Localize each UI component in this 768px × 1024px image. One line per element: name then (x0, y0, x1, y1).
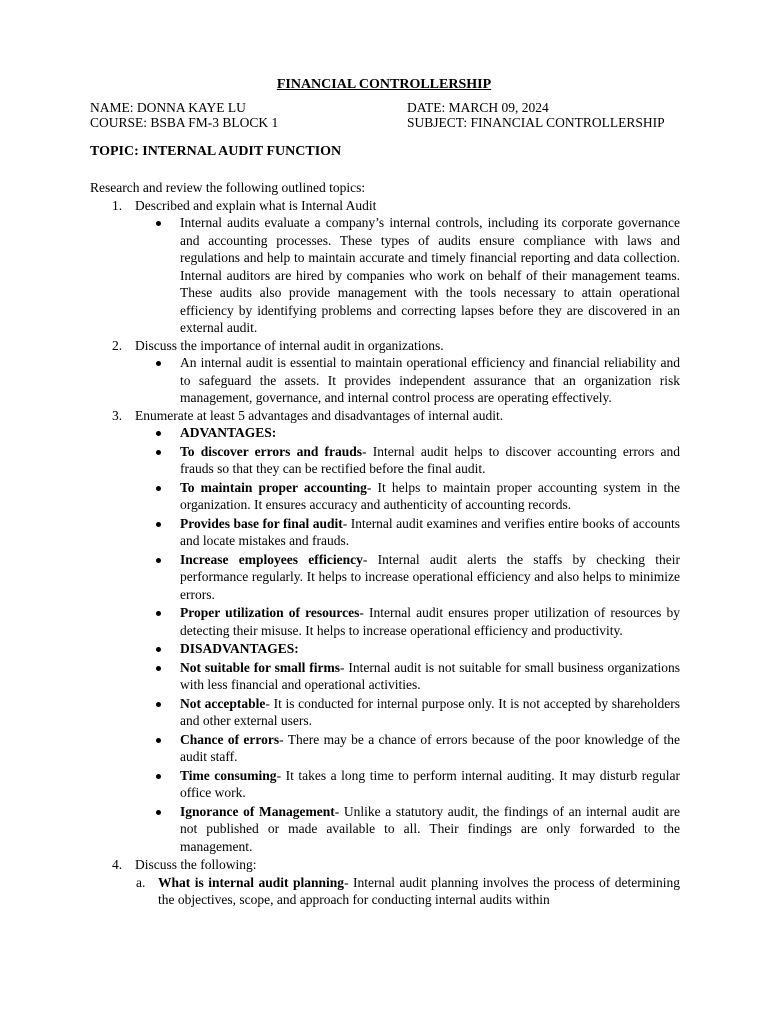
list-number: 3. (112, 407, 123, 423)
list-number: 1. (112, 197, 123, 213)
document-body (90, 179, 680, 909)
subject-field: SUBJECT: FINANCIAL CONTROLLERSHIP (407, 115, 665, 130)
question-3 (90, 407, 680, 425)
document-title: FINANCIAL CONTROLLERSHIP (276, 77, 492, 92)
list-item: Provides base for final audit- Internal audit examines and verifies entire books of accounts and locate mistakes and frauds. (90, 515, 680, 550)
question-text: Enumerate at least 5 advantages and disadvantages of internal audit. (135, 407, 504, 423)
bullet-icon (156, 431, 161, 436)
answer-1 (90, 214, 680, 337)
answer-text: Internal audits evaluate a company’s internal controls, including its corporate governance and accounting processes. These types of audits ensure compliance with laws and regulations and help to maintain accurate and timely financial reporting and data collection. Internal auditors are hired by companies who work on behalf of their management teams. These audits also provide management with the tools necessary to attain operational efficiency by identifying problems and correcting lapses before they are discovered in an external audit. (180, 215, 680, 335)
answer-text: An internal audit is essential to maintain operational efficiency and financial reliability and to safeguard the assets. It provides independent assurance that an organization risk management, governance, and internal control process are operating effectively. (180, 355, 680, 405)
list-item: Time consuming- It takes a long time to perform internal auditing. It may disturb regular office work. (90, 767, 680, 802)
bullet-icon (156, 486, 161, 491)
disadvantages-heading: DISADVANTAGES: (90, 640, 680, 658)
question-text: Discuss the following: (135, 857, 257, 872)
bullet-icon (156, 611, 161, 616)
bullet-icon (156, 450, 161, 455)
list-item: Increase employees efficiency- Internal audit alerts the staffs by checking their performance regularly. It helps to increase operational efficiency and also helps to minimize errors. (90, 551, 680, 604)
list-item: Chance of errors- There may be a chance of errors because of the poor knowledge of the audit staff. (90, 731, 680, 766)
bullet-icon (156, 558, 161, 563)
list-item: Not suitable for small firms- Internal audit is not suitable for small business organizations with less financial and operational activities. (90, 659, 680, 694)
list-number: 4. (112, 857, 123, 872)
question-text: Described and explain what is Internal Audit (135, 197, 377, 213)
bullet-icon (156, 702, 161, 707)
topic-heading: TOPIC: INTERNAL AUDIT FUNCTION (90, 144, 342, 159)
advantages-heading: ADVANTAGES: (90, 424, 680, 442)
list-number: 2. (112, 337, 123, 353)
question-2 (90, 337, 680, 355)
question-text: Discuss the importance of internal audit in organizations. (135, 337, 444, 353)
bullet-icon (156, 647, 161, 652)
date-field: DATE: MARCH 09, 2024 (407, 100, 549, 115)
list-item: Proper utilization of resources- Internal audit ensures proper utilization of resources by detecting their misuse. It helps to increase operational efficiency and productivity. (90, 604, 680, 639)
sub-item-a: a. What is internal audit planning- Internal audit planning involves the process of determining the objectives, scope, and approach for conducting internal audits within (136, 874, 680, 907)
question-1 (90, 197, 680, 215)
list-item: To maintain proper accounting- It helps to maintain proper accounting system in the organization. It ensures accuracy and authenticity of accounting records. (90, 479, 680, 514)
bullet-icon (156, 810, 161, 815)
list-item: Ignorance of Management- Unlike a statutory audit, the findings of an internal audit are not published or made available to all. Their findings are only forwarded to the management. (90, 803, 680, 856)
question-4 (90, 856, 680, 874)
intro-text: Research and review the following outlined topics: (90, 180, 366, 195)
list-item: To discover errors and frauds- Internal audit helps to discover accounting errors and frauds so that they can be rectified before the final audit. (90, 443, 680, 478)
bullet-icon (156, 221, 161, 226)
bullet-icon (156, 774, 161, 779)
student-name: NAME: DONNA KAYE LU (90, 100, 246, 115)
list-item: Not acceptable- It is conducted for internal purpose only. It is not accepted by shareholders and other external users. (90, 695, 680, 730)
bullet-icon (156, 738, 161, 743)
bullet-icon (156, 361, 161, 366)
bullet-icon (156, 666, 161, 671)
list-letter: a. (136, 874, 146, 890)
bullet-icon (156, 522, 161, 527)
answer-2 (90, 354, 680, 407)
course-field: COURSE: BSBA FM-3 BLOCK 1 (90, 115, 279, 130)
